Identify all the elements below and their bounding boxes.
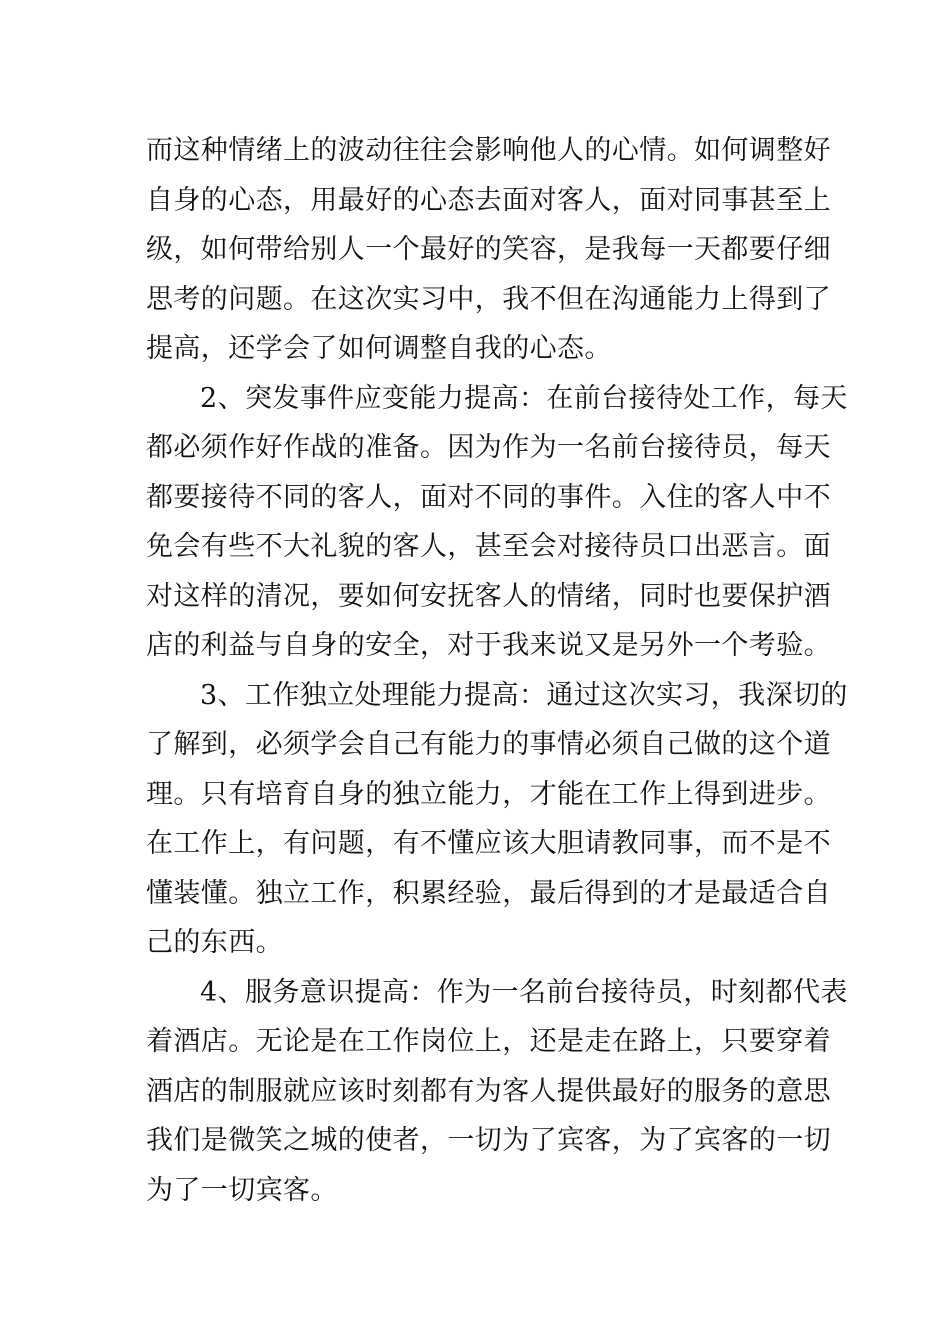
text-line: 在工作上，有问题，有不懂应该大胆请教同事，而不是不 [146, 828, 831, 859]
text-line: 为了一切宾客。 [146, 1174, 338, 1206]
text-line: 都必须作好作战的准备。因为作为一名前台接待员，每天 [146, 432, 831, 463]
body-text [146, 126, 848, 1215]
text-line: 酒店的制服就应该时刻都有为客人提供最好的服务的意思 [146, 1075, 831, 1107]
text-line: 而这种情绪上的波动往往会影响他人的心情。如何调整好 [146, 135, 831, 166]
text-line: 我们是微笑之城的使者，一切为了宾客，为了宾客的一切 [146, 1125, 831, 1156]
text-line: 思考的问题。在这次实习中，我不但在沟通能力上得到了 [146, 283, 831, 315]
text-line: 懂装懂。独立工作，积累经验，最后得到的才是最适合自 [146, 877, 831, 909]
text-line: 提高，还学会了如何调整自我的心态。 [146, 333, 612, 364]
text-line: 店的利益与自身的安全，对于我来说又是另外一个考验。 [146, 630, 831, 661]
text-line: 自身的心态，用最好的心态去面对客人，面对同事甚至上 [146, 184, 831, 216]
text-line: 理。只有培育自身的独立能力，才能在工作上得到进步。 [146, 778, 831, 810]
text-line: 对这样的清况，要如何安抚客人的情绪，同时也要保护酒 [146, 580, 831, 612]
paragraph-start-line: 2、突发事件应变能力提高：在前台接待处工作，每天 [200, 382, 848, 414]
paragraph-start-line: 4、服务意识提高：作为一名前台接待员，时刻都代表 [200, 976, 848, 1008]
text-line: 了解到，必须学会自己有能力的事情必须自己做的这个道 [146, 729, 831, 760]
text-line: 都要接待不同的客人，面对不同的事件。入住的客人中不 [146, 481, 831, 513]
text-line: 免会有些不大礼貌的客人，甚至会对接待员口出恶言。面 [146, 531, 831, 562]
text-line: 级，如何带给别人一个最好的笑容，是我每一天都要仔细 [146, 234, 831, 265]
text-line: 己的东西。 [146, 927, 283, 958]
paragraph-start-line: 3、工作独立处理能力提高：通过这次实习，我深切的 [200, 679, 848, 711]
text-line: 着酒店。无论是在工作岗位上，还是走在路上，只要穿着 [146, 1026, 831, 1057]
